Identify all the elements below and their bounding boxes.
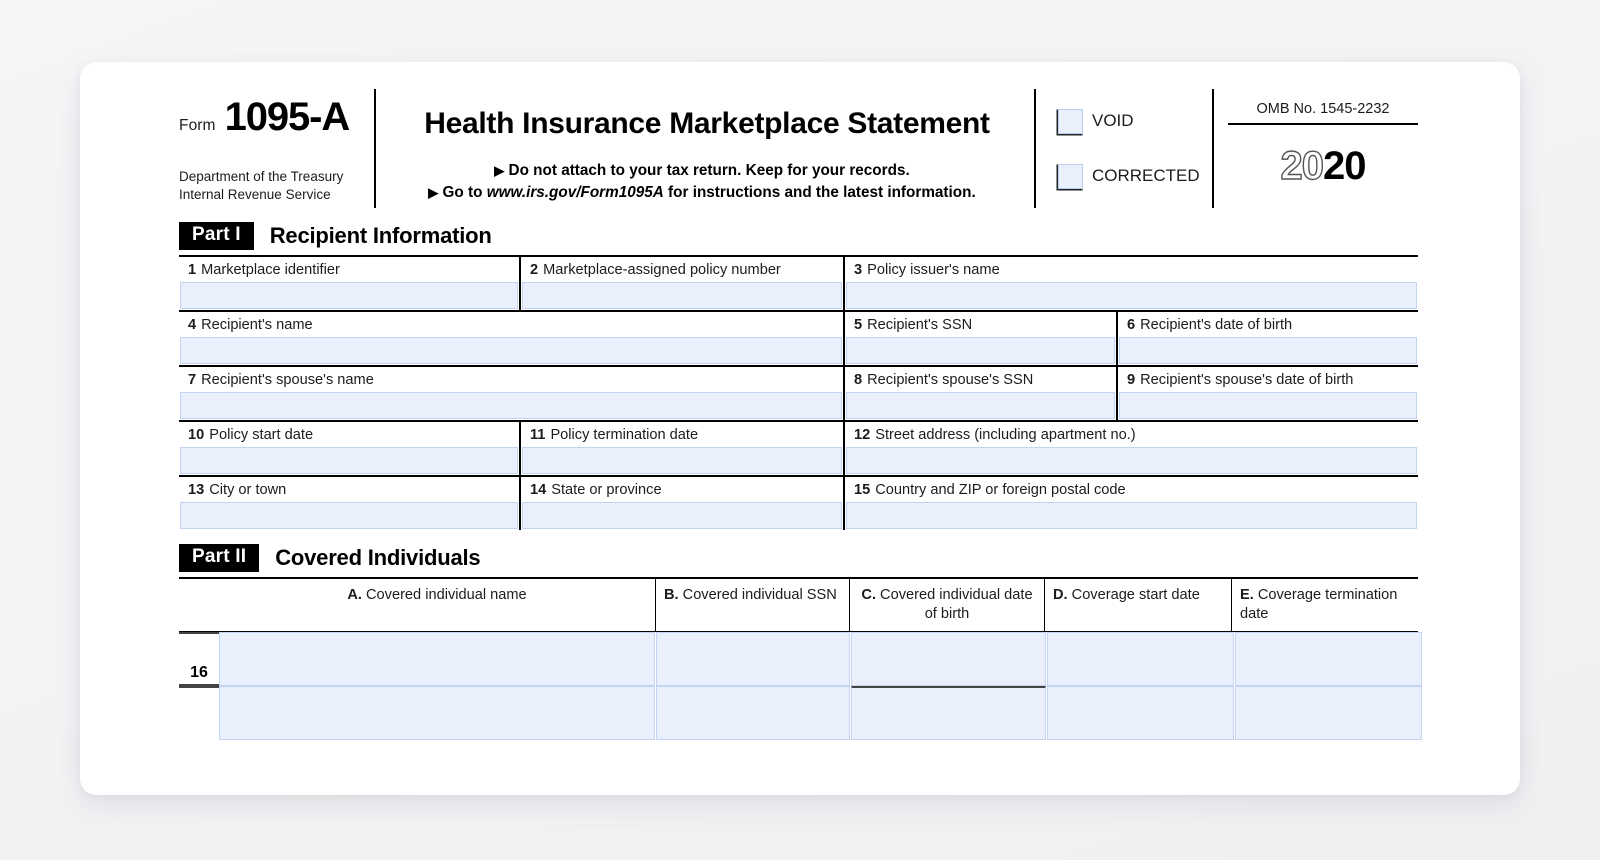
part-2-body (179, 632, 1418, 740)
instruction-line-2 (376, 182, 1028, 204)
masthead-form-identity (179, 89, 374, 208)
part-2-entry-row (219, 632, 1422, 686)
part-2-cell-c[interactable] (851, 686, 1046, 740)
field-number-8: 8 (854, 372, 863, 388)
field-label-10 (179, 422, 519, 447)
part-2-cell-d[interactable] (1047, 686, 1234, 740)
part-2-row-number: 16 (179, 632, 219, 686)
omb-number: OMB No. 1545-2232 (1228, 89, 1418, 125)
field-number-12: 12 (854, 427, 871, 443)
field-cell-5 (843, 312, 1116, 365)
part-2-column-headers (179, 579, 1418, 632)
part-1-title: Recipient Information (269, 223, 492, 248)
field-label-text-10: Policy start date (209, 427, 314, 443)
field-label-3 (845, 257, 1418, 282)
field-label-text-5: Recipient's SSN (867, 317, 973, 333)
field-label-text-7: Recipient's spouse's name (201, 372, 374, 388)
field-label-15 (845, 477, 1418, 502)
part-2-column-header-a (219, 579, 655, 631)
field-input-1[interactable] (180, 282, 518, 309)
field-number-10: 10 (188, 427, 205, 443)
void-checkbox-row[interactable] (1058, 109, 1212, 134)
field-cell-4 (179, 312, 843, 365)
part-2-cell-b[interactable] (656, 686, 850, 740)
field-input-15[interactable] (846, 502, 1417, 529)
irs-form-1095a (179, 89, 1418, 740)
field-number-5: 5 (854, 317, 863, 333)
column-label: Coverage termination date (1240, 587, 1398, 622)
column-letter: C. (861, 587, 876, 603)
document-card (80, 62, 1520, 795)
column-label: Coverage start date (1067, 587, 1200, 603)
field-input-11[interactable] (522, 447, 842, 474)
part-2-cell-d[interactable] (1047, 632, 1234, 686)
part-2-row-number (179, 686, 219, 740)
field-label-9 (1118, 367, 1418, 392)
field-cell-15 (843, 477, 1418, 530)
tax-year-outline-part: 20 (1280, 144, 1323, 188)
part-2-table (179, 577, 1418, 740)
field-input-3[interactable] (846, 282, 1417, 309)
field-cell-6 (1116, 312, 1418, 365)
instruction-2-prefix: Go to (442, 183, 487, 201)
arrow-icon: ▶ (494, 162, 505, 178)
part-1-table (179, 255, 1418, 530)
field-label-13 (179, 477, 519, 502)
column-letter: B. (664, 587, 679, 603)
part-2-badge: Part II (179, 544, 259, 571)
instruction-2-suffix: for instructions and the latest information. (663, 183, 976, 201)
part-2-column-header-e (1231, 579, 1418, 631)
field-input-13[interactable] (180, 502, 518, 529)
field-label-14 (521, 477, 843, 502)
form-number: 1095-A (224, 95, 350, 139)
part-1-row (179, 477, 1418, 530)
field-cell-3 (843, 257, 1418, 310)
field-label-2 (521, 257, 843, 282)
part-2-column-header-c (849, 579, 1044, 631)
field-label-text-2: Marketplace-assigned policy number (543, 262, 781, 278)
field-input-8[interactable] (846, 392, 1115, 419)
field-label-6 (1118, 312, 1418, 337)
field-cell-13 (179, 477, 519, 530)
part-2-entry-row (219, 686, 1422, 740)
field-label-text-14: State or province (551, 482, 662, 498)
field-number-14: 14 (530, 482, 547, 498)
arrow-icon-2: ▶ (428, 184, 439, 200)
field-number-2: 2 (530, 262, 539, 278)
masthead-omb-block (1212, 89, 1418, 208)
field-label-12 (845, 422, 1418, 447)
field-cell-9 (1116, 367, 1418, 420)
field-cell-7 (179, 367, 843, 420)
field-cell-8 (843, 367, 1116, 420)
field-cell-12 (843, 422, 1418, 475)
part-2-cell-e[interactable] (1235, 686, 1422, 740)
form-masthead (179, 89, 1418, 208)
part-1-row (179, 422, 1418, 477)
masthead-checkbox-group (1034, 89, 1212, 208)
form-title: Health Insurance Marketplace Statement (424, 107, 990, 140)
column-label: Covered individual name (361, 587, 527, 603)
part-2-row-number-column (179, 632, 219, 740)
field-input-14[interactable] (522, 502, 842, 529)
part-2-entry-grid (219, 632, 1422, 740)
field-label-text-8: Recipient's spouse's SSN (867, 372, 1034, 388)
department-line-1: Department of the Treasury (179, 168, 344, 184)
field-number-3: 3 (854, 262, 863, 278)
field-label-5 (845, 312, 1116, 337)
field-input-10[interactable] (180, 447, 518, 474)
field-cell-1 (179, 257, 519, 310)
field-label-7 (179, 367, 843, 392)
field-label-text-3: Policy issuer's name (867, 262, 1000, 278)
column-letter: A. (347, 587, 362, 603)
field-input-2[interactable] (522, 282, 842, 309)
void-checkbox[interactable] (1058, 109, 1083, 134)
part-2-cell-b[interactable] (656, 632, 850, 686)
field-label-text-4: Recipient's name (201, 317, 313, 333)
instruction-1-text: Do not attach to your tax return. Keep for your records. (508, 161, 910, 179)
part-2-cell-a[interactable] (219, 686, 655, 740)
field-label-text-6: Recipient's date of birth (1140, 317, 1293, 333)
column-letter: D. (1053, 587, 1068, 603)
field-number-6: 6 (1127, 317, 1136, 333)
field-number-13: 13 (188, 482, 205, 498)
field-label-text-9: Recipient's spouse's date of birth (1140, 372, 1354, 388)
part-2-title: Covered Individuals (275, 545, 481, 570)
field-input-6[interactable] (1119, 337, 1417, 364)
field-number-7: 7 (188, 372, 197, 388)
tax-year (1228, 125, 1418, 208)
column-label: Covered individual date of birth (876, 587, 1033, 622)
field-label-4 (179, 312, 843, 337)
part-2-column-header-d (1044, 579, 1231, 631)
form-instructions (376, 160, 1028, 204)
field-number-9: 9 (1127, 372, 1136, 388)
part-1-row (179, 367, 1418, 422)
column-label: Covered individual SSN (678, 587, 837, 603)
field-label-11 (521, 422, 843, 447)
part-1-badge: Part I (179, 222, 254, 249)
field-input-5[interactable] (846, 337, 1115, 364)
corrected-checkbox[interactable] (1058, 164, 1083, 189)
part-2-header (179, 539, 1418, 577)
tax-year-solid-part: 20 (1323, 144, 1366, 188)
part-2-header-spacer (179, 579, 219, 631)
field-label-text-11: Policy termination date (550, 427, 699, 443)
part-2-cell-c[interactable] (851, 632, 1046, 686)
department-line-2: Internal Revenue Service (179, 186, 331, 202)
corrected-checkbox-row[interactable] (1058, 164, 1212, 189)
field-input-7[interactable] (180, 392, 842, 419)
form-word-label: Form (179, 117, 216, 134)
field-label-text-1: Marketplace identifier (201, 262, 340, 278)
part-2-cell-a[interactable] (219, 632, 655, 686)
department-block (179, 168, 343, 204)
part-1-row (179, 312, 1418, 367)
field-label-text-12: Street address (including apartment no.) (875, 427, 1136, 443)
part-1-row (179, 257, 1418, 312)
field-number-11: 11 (530, 427, 546, 443)
masthead-title-block (374, 89, 1034, 208)
part-2-cell-e[interactable] (1235, 632, 1422, 686)
corrected-checkbox-label: CORRECTED (1092, 166, 1200, 185)
part-1-header (179, 217, 1418, 255)
irs-url-link[interactable]: www.irs.gov/Form1095A (486, 183, 664, 201)
instruction-line-1 (376, 160, 1028, 182)
field-cell-11 (519, 422, 843, 475)
form-number-block (179, 89, 366, 137)
field-cell-10 (179, 422, 519, 475)
field-label-text-13: City or town (209, 482, 287, 498)
field-cell-2 (519, 257, 843, 310)
field-number-1: 1 (188, 262, 197, 278)
field-label-text-15: Country and ZIP or foreign postal code (875, 482, 1126, 498)
field-label-8 (845, 367, 1116, 392)
column-letter: E. (1240, 587, 1254, 603)
part-2-column-header-b (655, 579, 849, 631)
field-cell-14 (519, 477, 843, 530)
void-checkbox-label: VOID (1092, 111, 1134, 130)
field-input-12[interactable] (846, 447, 1417, 474)
field-input-4[interactable] (180, 337, 842, 364)
field-number-15: 15 (854, 482, 871, 498)
field-input-9[interactable] (1119, 392, 1417, 419)
field-number-4: 4 (188, 317, 197, 333)
field-label-1 (179, 257, 519, 282)
